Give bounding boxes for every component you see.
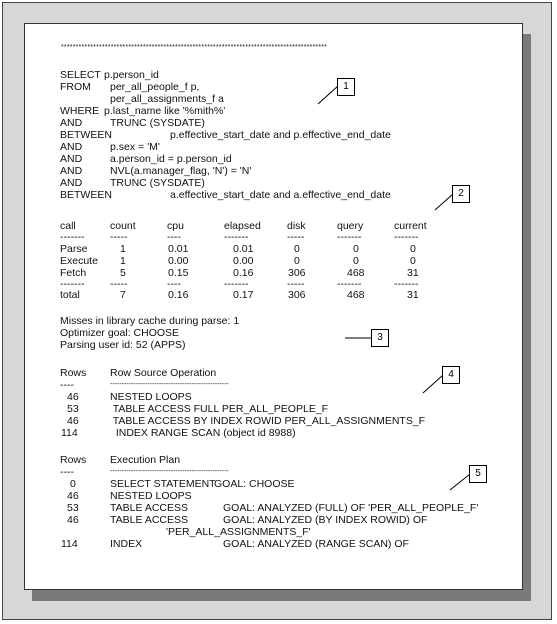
stats-cell: 0 [294,243,300,255]
stats-cell: 0.00 [168,255,189,267]
parse-info-line: Misses in library cache during parse: 1 [60,315,240,327]
sql-keyword: BETWEEN [60,129,112,141]
callout-5-leader [450,474,470,490]
stats-cell: 0.15 [168,267,189,279]
stats-cell: Parse [60,243,88,255]
stats-header: current [394,220,427,232]
callout-2-leader [435,194,453,210]
stats-cell: 468 [347,267,365,279]
sql-keyword: SELECT [60,69,101,81]
stats-cell: 0.16 [233,267,254,279]
stats-rule: ------- [60,231,85,243]
stats-cell: 306 [288,267,306,279]
trace-document [24,23,523,590]
row-source-op: INDEX RANGE SCAN (object id 8988) [110,427,296,439]
stats-rule: ----- [110,231,128,243]
stats-cell: 0 [353,255,359,267]
sql-clause: TRUNC (SYSDATE) [110,117,205,129]
sql-clause: p.person_id [104,69,159,81]
callout-5: 5 [469,465,487,483]
row-count: 46 [67,514,79,526]
row-count: 53 [67,403,79,415]
stats-cell: 0 [294,255,300,267]
sql-keyword: AND [60,177,83,189]
plan-op: SELECT STATEMENT [110,478,216,490]
sql-clause: TRUNC (SYSDATE) [110,177,205,189]
sql-keyword: FROM [60,81,91,93]
stats-rule: ---- [167,231,181,243]
sql-keyword: AND [60,153,83,165]
row-count: 46 [67,415,79,427]
stats-header: elapsed [224,220,261,232]
stats-total-cell: 0.17 [233,289,254,301]
parse-info-line: Optimizer goal: CHOOSE [60,327,180,339]
stats-cell: 0 [410,255,416,267]
stats-rule: ------- [224,231,249,243]
stats-rule: ------- [394,278,419,290]
row-count: 46 [67,490,79,502]
sql-keyword: BETWEEN [60,189,112,201]
stats-total-cell: 7 [120,289,126,301]
stats-rule: ----- [110,278,128,290]
stats-total-cell: total [60,289,80,301]
stats-cell: 1 [120,255,126,267]
stats-cell: 5 [120,267,126,279]
row-count: 114 [61,538,78,550]
rows-header: Rows [60,367,87,379]
op-rule: --------------------------------------------------- [110,468,229,475]
stats-total-cell: 31 [407,289,419,301]
stats-cell: Execute [60,255,98,267]
callout-leaders [25,24,524,591]
stats-rule: ----- [287,231,305,243]
stats-rule: ------- [394,231,419,243]
stats-cell: 31 [407,267,419,279]
parse-info-line: Parsing user id: 52 (APPS) [60,339,186,351]
stats-cell: 1 [120,243,126,255]
row-count: 0 [70,478,76,490]
stats-header: count [110,220,136,232]
stats-total-cell: 0.16 [168,289,189,301]
row-source-op: TABLE ACCESS FULL PER_ALL_PEOPLE_F [110,403,329,415]
stats-rule: ---- [167,278,181,290]
plan-goal: GOAL: ANALYZED (FULL) OF 'PER_ALL_PEOPLE_F' [223,502,479,514]
sql-clause: p.last_name like '%mith%' [104,105,226,117]
row-count: 46 [67,391,79,403]
execution-plan-header: Execution Plan [110,454,181,466]
stats-cell: 0 [410,243,416,255]
row-count: 114 [61,427,78,439]
row-source-op: NESTED LOOPS [110,391,192,403]
stats-header: cpu [167,220,184,232]
rows-header: Rows [60,454,87,466]
plan-op: INDEX [110,538,143,550]
sql-clause: per_all_people_f p, [110,81,200,93]
rows-rule: ---- [60,466,74,478]
stats-cell: 0 [353,243,359,255]
stats-total-cell: 306 [288,289,306,301]
stats-cell: 0.00 [233,255,254,267]
stats-rule: ------- [337,231,362,243]
sql-clause: per_all_assignments_f a [110,93,224,105]
callout-3: 3 [371,329,389,347]
stats-rule: ------- [224,278,249,290]
sql-clause: a.effective_start_date and a.effective_end_date [170,189,391,201]
op-rule: --------------------------------------------------- [110,381,229,388]
row-count: 53 [67,502,79,514]
plan-op: TABLE ACCESS [110,502,189,514]
row-source-header: Row Source Operation [110,367,217,379]
sql-keyword: AND [60,141,83,153]
sql-keyword: WHERE [60,105,100,117]
sql-clause: NVL(a.manager_flag, 'N') = 'N' [110,165,252,177]
stats-rule: ------- [60,278,85,290]
stats-total-cell: 468 [347,289,365,301]
callout-2: 2 [452,185,470,203]
sql-keyword: AND [60,165,83,177]
plan-op: NESTED LOOPS [110,490,192,502]
plan-goal: GOAL: ANALYZED (RANGE SCAN) OF [223,538,409,550]
plan-op: TABLE ACCESS [110,514,189,526]
row-source-op: TABLE ACCESS BY INDEX ROWID PER_ALL_ASSIGNMENTS_F [110,415,426,427]
rows-rule: ---- [60,379,74,391]
plan-goal: GOAL: CHOOSE [214,478,295,490]
sql-clause: p.effective_start_date and p.effective_end_date [170,129,391,141]
stats-cell: 0.01 [168,243,189,255]
plan-goal: GOAL: ANALYZED (BY INDEX ROWID) OF [223,514,428,526]
stats-rule: ----- [287,278,305,290]
sql-keyword: AND [60,117,83,129]
sql-clause: a.person_id = p.person_id [110,153,232,165]
stats-header: call [60,220,76,232]
callout-4: 4 [442,366,460,384]
plan-goal: 'PER_ALL_ASSIGNMENTS_F' [166,526,311,538]
callout-1-leader [318,86,338,104]
stats-header: disk [287,220,306,232]
stats-header: query [337,220,364,232]
sql-clause: p.sex = 'M' [110,141,160,153]
callout-4-leader [423,375,443,393]
stats-rule: ------- [337,278,362,290]
stats-cell: 0.01 [233,243,254,255]
separator-stars: ******************************************************************************************* [61,44,328,51]
stats-cell: Fetch [60,267,87,279]
callout-1: 1 [337,78,355,96]
